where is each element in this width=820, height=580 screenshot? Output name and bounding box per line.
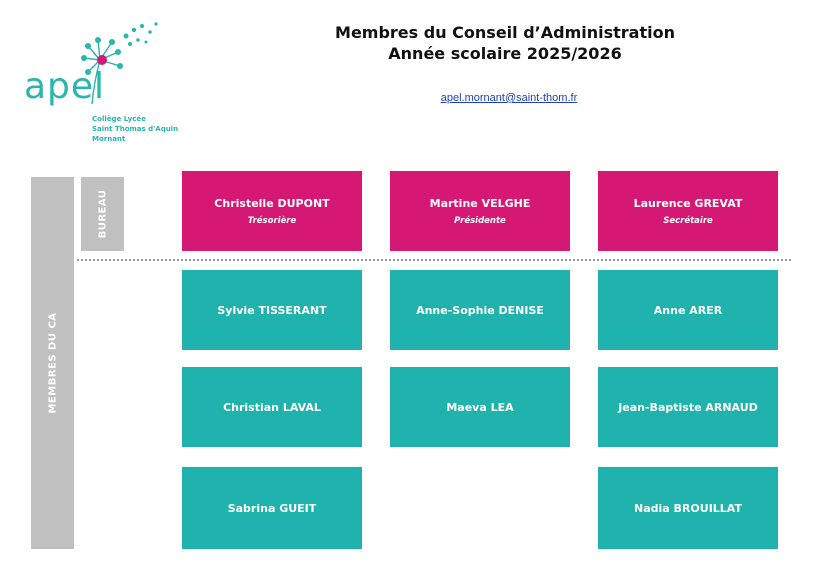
bureau-section-label: BUREAU: [97, 189, 108, 239]
member-name: Maeva LEA: [446, 400, 514, 414]
member-name: Sabrina GUEIT: [227, 501, 317, 515]
members-section-label: MEMBRES DU CA: [47, 312, 58, 414]
logo-subtitle-line: Collège Lycée: [92, 115, 146, 123]
dotted-divider: [77, 259, 791, 261]
ca-member-card: [598, 270, 778, 350]
bureau-member-card: [390, 171, 570, 251]
ca-member-card: [182, 467, 362, 549]
ca-member-card: [182, 270, 362, 350]
logo-subtitle-line: Mornant: [92, 135, 126, 143]
title-line-1: Membres du Conseil d’Administration: [335, 23, 675, 42]
member-name: Christian LAVAL: [223, 400, 321, 414]
email-link[interactable]: apel.mornant@saint-thom.fr: [440, 92, 578, 104]
member-name: Sylvie TISSERANT: [217, 303, 327, 317]
bureau-member-card: [598, 171, 778, 251]
ca-member-card: [598, 367, 778, 447]
logo-subtitle-line: Saint Thomas d'Aquin: [92, 125, 179, 133]
title-line-2: Année scolaire 2025/2026: [388, 44, 622, 63]
member-role: Secrétaire: [663, 215, 713, 226]
members-section-bar: [31, 177, 74, 549]
member-role: Trésorière: [247, 215, 297, 226]
member-name: Laurence GREVAT: [633, 196, 743, 210]
member-name: Nadia BROUILLAT: [634, 501, 742, 515]
page-title: [300, 22, 710, 64]
member-role: Présidente: [454, 215, 506, 226]
logo-subtitle: [92, 114, 178, 144]
bureau-member-card: [182, 171, 362, 251]
ca-member-card: [182, 367, 362, 447]
logo-wordmark: apel: [24, 66, 106, 107]
ca-member-card: [390, 367, 570, 447]
member-name: Jean-Baptiste ARNAUD: [618, 400, 758, 414]
member-name: Christelle DUPONT: [214, 196, 330, 210]
ca-member-card: [598, 467, 778, 549]
bureau-section-bar: [81, 177, 124, 251]
member-name: Anne-Sophie DENISE: [416, 303, 544, 317]
member-name: Anne ARER: [653, 303, 723, 317]
member-name: Martine VELGHE: [429, 196, 531, 210]
ca-member-card: [390, 270, 570, 350]
